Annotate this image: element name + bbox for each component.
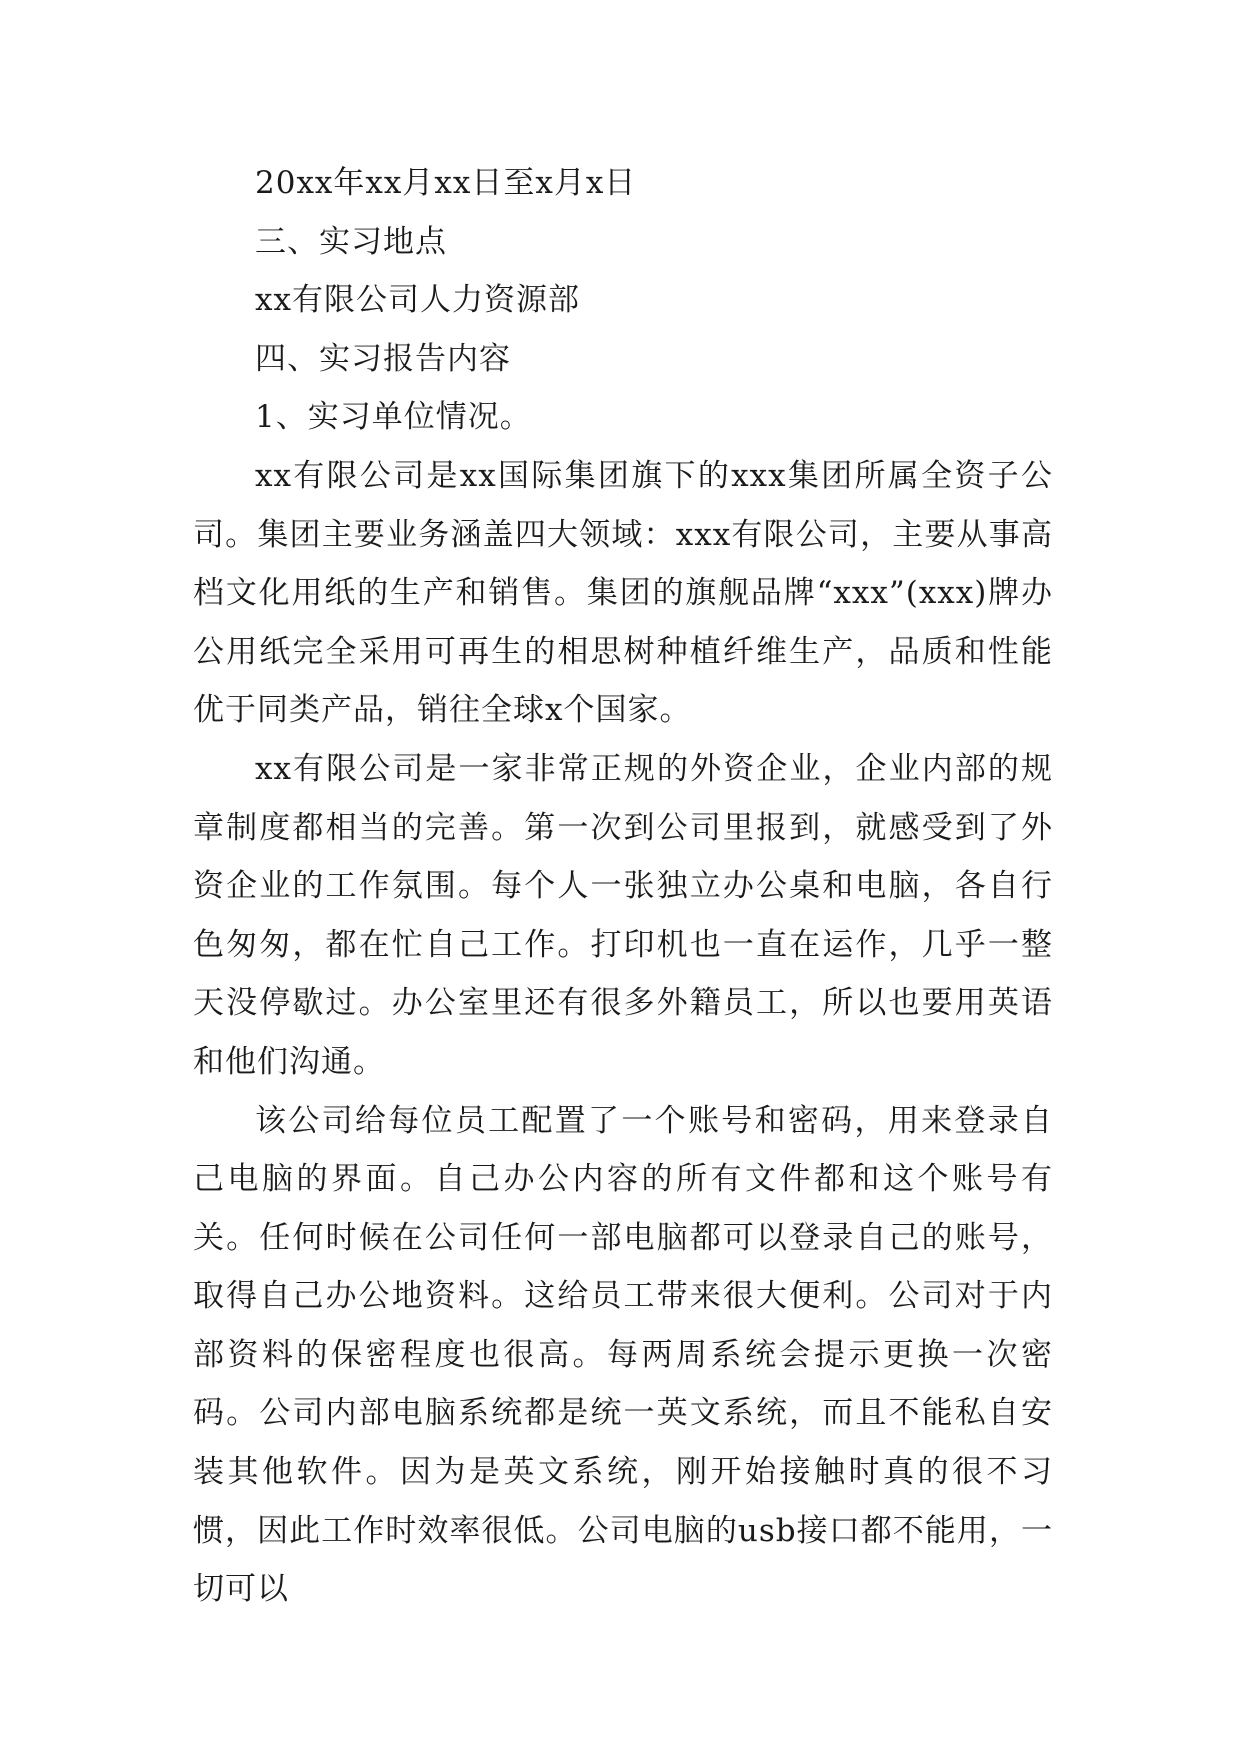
- internship-location: xx有限公司人力资源部: [255, 282, 580, 319]
- internship-period: 20xx年xx月xx日至x月x日: [255, 165, 637, 201]
- document-body: [193, 154, 1053, 1619]
- section-heading-location: 三、实习地点: [255, 223, 447, 260]
- paragraph-company-overview: xx有限公司是xx国际集团旗下的xxx集团所属全资子公司。集团主要业务涵盖四大领域：xxx有限公司，主要从事高档文化用纸的生产和销售。集团的旗舰品牌“xxx”(xxx)牌办公用纸完全采用可再生的相思树种植纤维生产，品质和性能优于同类产品，销往全球x个国家。: [193, 457, 1053, 729]
- section-heading-report-content: 四、实习报告内容: [255, 340, 511, 377]
- paragraph-account-system: 该公司给每位员工配置了一个账号和密码，用来登录自己电脑的界面。自己办公内容的所有文件都和这个账号有关。任何时候在公司任何一部电脑都可以登录自己的账号，取得自己办公地资料。这给员工带来很大便利。公司对于内部资料的保密程度也很高。每两周系统会提示更换一次密码。公司内部电脑系统都是统一英文系统，而且不能私自安装其他软件。因为是英文系统，刚开始接触时真的很不习惯，因此工作时效率很低。公司电脑的usb接口都不能用，一切可以: [193, 1102, 1053, 1608]
- paragraph-company-environment: xx有限公司是一家非常正规的外资企业，企业内部的规章制度都相当的完善。第一次到公司里报到，就感受到了外资企业的工作氛围。每个人一张独立办公桌和电脑，各自行色匆匆，都在忙自己工作。打印机也一直在运作，几乎一整天没停歇过。办公室里还有很多外籍员工，所以也要用英语和他们沟通。: [193, 750, 1053, 1080]
- subsection-heading-unit: 1、实习单位情况。: [255, 399, 532, 436]
